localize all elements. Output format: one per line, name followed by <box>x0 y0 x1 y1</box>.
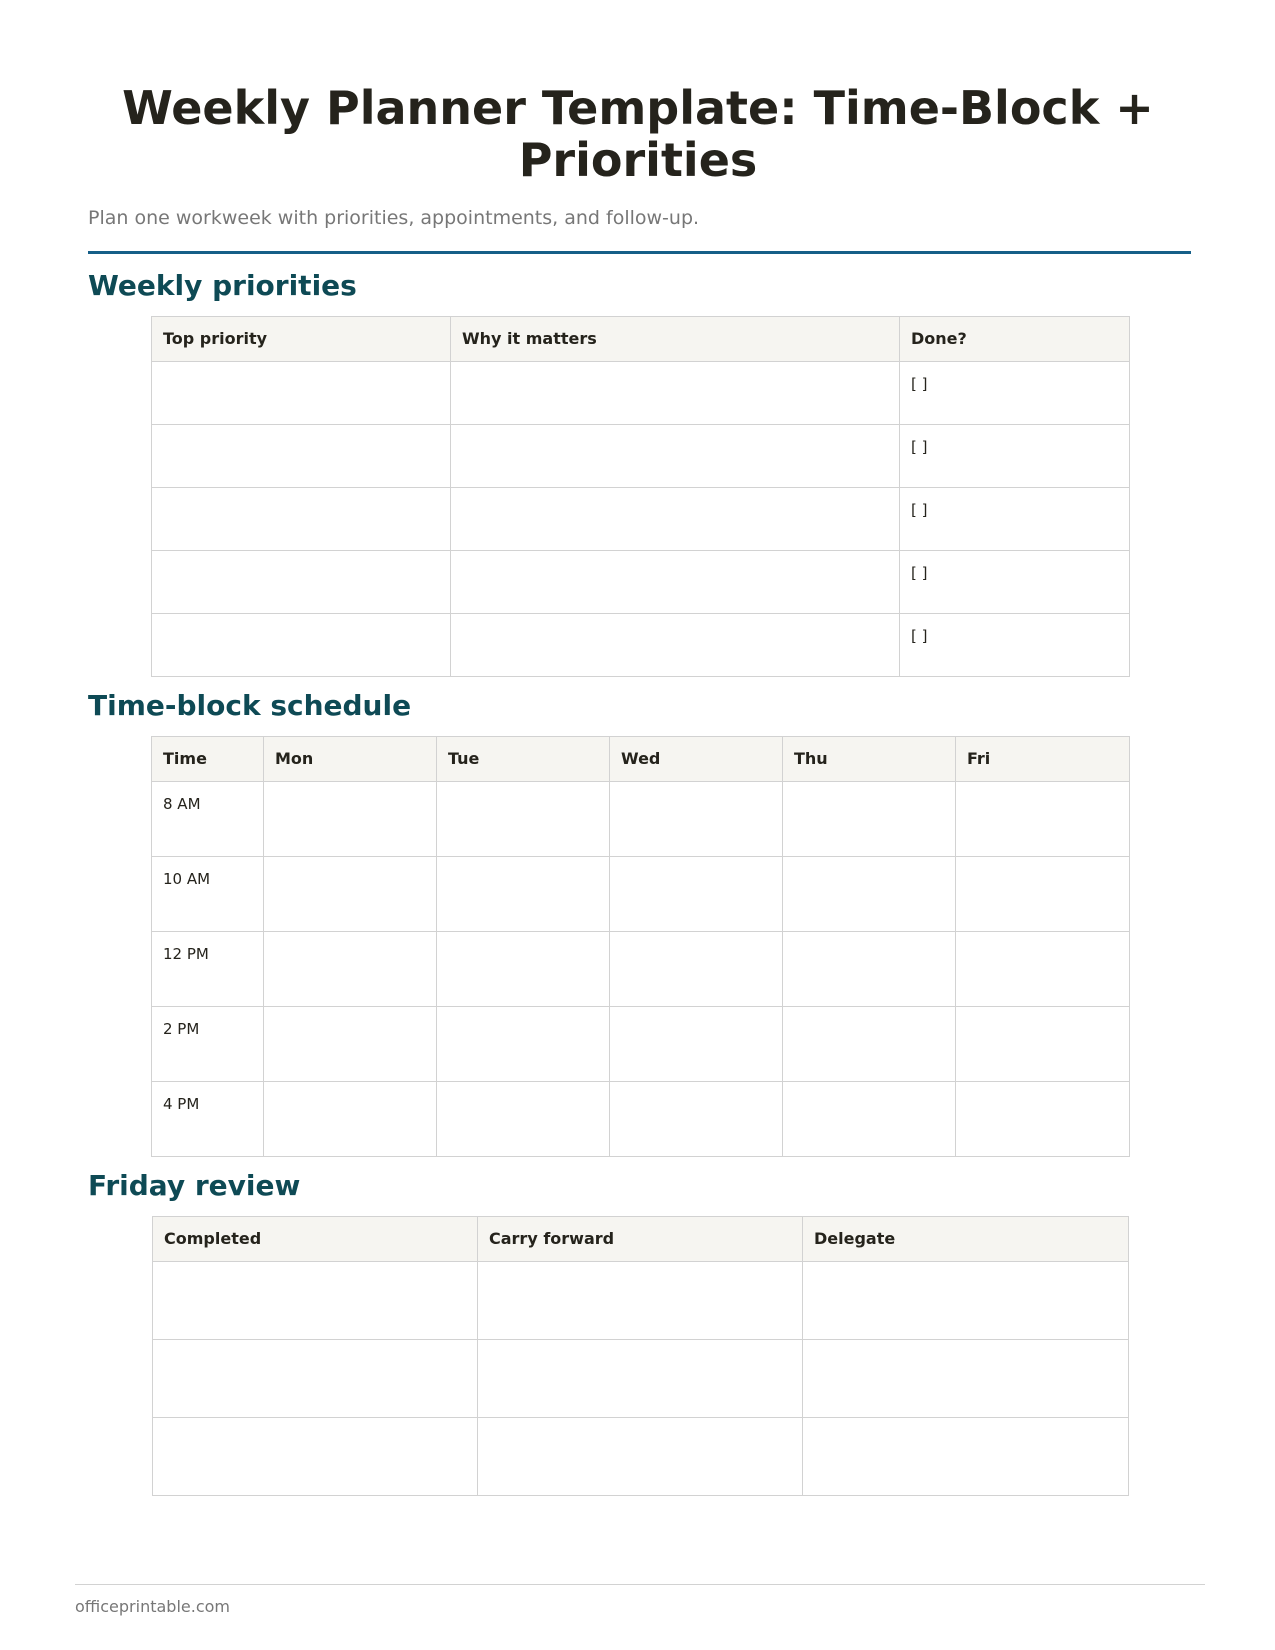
schedule-cell-fri[interactable] <box>956 857 1130 932</box>
column-header-time: Time <box>152 737 264 782</box>
page-subtitle: Plan one workweek with priorities, appointments, and follow-up. <box>88 207 700 229</box>
table-header-row <box>152 317 1130 362</box>
column-header-mon: Mon <box>264 737 437 782</box>
time-slot-label: 10 AM <box>152 857 264 932</box>
table-row <box>152 362 1130 425</box>
completed-cell[interactable] <box>153 1340 478 1418</box>
schedule-cell-mon[interactable] <box>264 1007 437 1082</box>
schedule-cell-wed[interactable] <box>610 1082 783 1157</box>
table-row <box>152 1007 1130 1082</box>
schedule-cell-thu[interactable] <box>783 1007 956 1082</box>
table-row <box>152 857 1130 932</box>
schedule-cell-tue[interactable] <box>437 932 610 1007</box>
table-header-row <box>152 737 1130 782</box>
schedule-cell-thu[interactable] <box>783 932 956 1007</box>
schedule-cell-tue[interactable] <box>437 857 610 932</box>
table-row <box>152 782 1130 857</box>
column-header-wed: Wed <box>610 737 783 782</box>
schedule-cell-fri[interactable] <box>956 932 1130 1007</box>
column-header-top-priority: Top priority <box>152 317 451 362</box>
column-header-done: Done? <box>900 317 1130 362</box>
schedule-cell-mon[interactable] <box>264 932 437 1007</box>
why-it-matters-cell[interactable] <box>451 362 900 425</box>
schedule-cell-wed[interactable] <box>610 782 783 857</box>
column-header-tue: Tue <box>437 737 610 782</box>
time-slot-label: 8 AM <box>152 782 264 857</box>
column-header-completed: Completed <box>153 1217 478 1262</box>
schedule-cell-tue[interactable] <box>437 1007 610 1082</box>
completed-cell[interactable] <box>153 1418 478 1496</box>
footer-site-name: officeprintable.com <box>75 1597 230 1616</box>
time-slot-label: 12 PM <box>152 932 264 1007</box>
schedule-cell-mon[interactable] <box>264 782 437 857</box>
schedule-table <box>151 736 1130 1157</box>
schedule-cell-mon[interactable] <box>264 1082 437 1157</box>
done-checkbox[interactable]: [ ] <box>900 614 1130 677</box>
schedule-cell-fri[interactable] <box>956 782 1130 857</box>
priority-cell[interactable] <box>152 488 451 551</box>
section-heading-review: Friday review <box>88 1169 301 1202</box>
why-it-matters-cell[interactable] <box>451 551 900 614</box>
column-header-delegate: Delegate <box>803 1217 1129 1262</box>
priority-cell[interactable] <box>152 551 451 614</box>
table-row <box>152 488 1130 551</box>
column-header-carry-forward: Carry forward <box>478 1217 803 1262</box>
schedule-cell-tue[interactable] <box>437 1082 610 1157</box>
carry-forward-cell[interactable] <box>478 1340 803 1418</box>
footer-divider <box>75 1584 1205 1585</box>
schedule-cell-thu[interactable] <box>783 857 956 932</box>
schedule-cell-thu[interactable] <box>783 782 956 857</box>
schedule-cell-wed[interactable] <box>610 857 783 932</box>
why-it-matters-cell[interactable] <box>451 488 900 551</box>
why-it-matters-cell[interactable] <box>451 425 900 488</box>
done-checkbox[interactable]: [ ] <box>900 488 1130 551</box>
delegate-cell[interactable] <box>803 1262 1129 1340</box>
done-checkbox[interactable]: [ ] <box>900 362 1130 425</box>
done-checkbox[interactable]: [ ] <box>900 551 1130 614</box>
completed-cell[interactable] <box>153 1262 478 1340</box>
carry-forward-cell[interactable] <box>478 1418 803 1496</box>
priority-cell[interactable] <box>152 362 451 425</box>
priority-cell[interactable] <box>152 614 451 677</box>
time-slot-label: 2 PM <box>152 1007 264 1082</box>
table-row <box>152 932 1130 1007</box>
delegate-cell[interactable] <box>803 1418 1129 1496</box>
schedule-cell-fri[interactable] <box>956 1082 1130 1157</box>
title-divider <box>88 251 1191 254</box>
schedule-cell-wed[interactable] <box>610 932 783 1007</box>
schedule-cell-wed[interactable] <box>610 1007 783 1082</box>
priority-cell[interactable] <box>152 425 451 488</box>
done-checkbox[interactable]: [ ] <box>900 425 1130 488</box>
column-header-why-it-matters: Why it matters <box>451 317 900 362</box>
column-header-fri: Fri <box>956 737 1130 782</box>
schedule-cell-mon[interactable] <box>264 857 437 932</box>
priorities-table <box>151 316 1130 677</box>
table-row <box>152 1082 1130 1157</box>
page-title: Weekly Planner Template: Time-Block + Priorities <box>122 81 1154 187</box>
schedule-cell-thu[interactable] <box>783 1082 956 1157</box>
section-heading-priorities: Weekly priorities <box>88 269 357 302</box>
table-row <box>153 1418 1129 1496</box>
delegate-cell[interactable] <box>803 1340 1129 1418</box>
time-slot-label: 4 PM <box>152 1082 264 1157</box>
table-row <box>153 1262 1129 1340</box>
schedule-cell-fri[interactable] <box>956 1007 1130 1082</box>
why-it-matters-cell[interactable] <box>451 614 900 677</box>
table-row <box>152 614 1130 677</box>
table-row <box>152 551 1130 614</box>
column-header-thu: Thu <box>783 737 956 782</box>
section-heading-schedule: Time-block schedule <box>88 689 412 722</box>
table-row <box>153 1340 1129 1418</box>
table-header-row <box>153 1217 1129 1262</box>
review-table <box>152 1216 1129 1496</box>
carry-forward-cell[interactable] <box>478 1262 803 1340</box>
schedule-cell-tue[interactable] <box>437 782 610 857</box>
table-row <box>152 425 1130 488</box>
